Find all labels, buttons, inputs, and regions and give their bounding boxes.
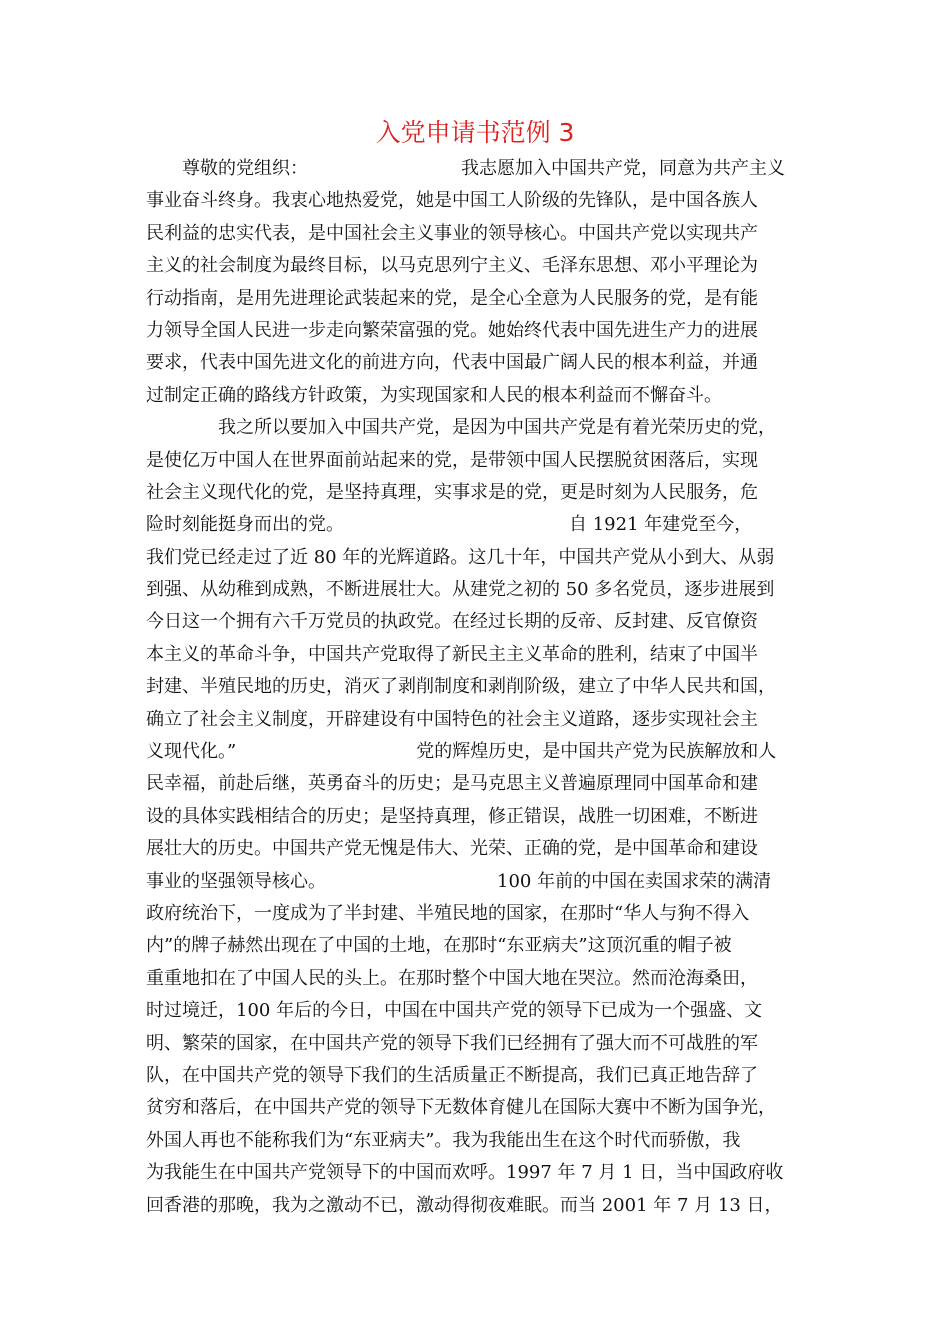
body-line: 政府统治下，一度成为了半封建、半殖民地的国家，在那时“华人与狗不得入 — [146, 902, 750, 924]
body-line: 事业的坚强领导核心。 100 年前的中国在卖国求荣的满清 — [146, 870, 772, 892]
body-line: 民幸福，前赴后继，英勇奋斗的历史；是马克思主义普遍原理同中国革命和建 — [146, 773, 758, 795]
body-line: 我之所以要加入中国共产党，是因为中国共产党是有着光荣历史的党， — [146, 417, 776, 439]
body-line: 要求，代表中国先进文化的前进方向，代表中国最广阔人民的根本利益，并通 — [146, 352, 758, 374]
body-line: 到强、从幼稚到成熟，不断进展壮大。从建党之初的 50 多名党员，逐步进展到 — [146, 579, 775, 601]
body-line: 队，在中国共产党的领导下我们的生活质量正不断提高，我们已真正地告辞了 — [146, 1064, 758, 1086]
body-line: 贫穷和落后，在中国共产党的领导下无数体育健儿在国际大赛中不断为国争光， — [146, 1097, 776, 1119]
body-line: 是使亿万中国人在世界面前站起来的党，是带领中国人民摆脱贫困落后，实现 — [146, 449, 758, 471]
body-line: 力领导全国人民进一步走向繁荣富强的党。她始终代表中国先进生产力的进展 — [146, 319, 758, 341]
body-line: 义现代化。” 党的辉煌历史，是中国共产党为民族解放和人 — [146, 741, 777, 763]
body-line: 为我能生在中国共产党领导下的中国而欢呼。1997 年 7 月 1 日，当中国政府收 — [146, 1162, 784, 1184]
body-line: 本主义的革命斗争，中国共产党取得了新民主主义革命的胜利，结束了中国半 — [146, 643, 758, 665]
body-line: 确立了社会主义制度，开辟建设有中国特色的社会主义道路，逐步实现社会主 — [146, 708, 758, 730]
body-line: 重重地扣在了中国人民的头上。在那时整个中国大地在哭泣。然而沧海桑田， — [146, 967, 758, 989]
body-line: 行动指南，是用先进理论武装起来的党，是全心全意为人民服务的党，是有能 — [146, 287, 758, 309]
body-line: 过制定正确的路线方针政策，为实现国家和人民的根本利益而不懈奋斗。 — [146, 384, 722, 406]
body-line: 今日这一个拥有六千万党员的执政党。在经过长期的反帝、反封建、反官僚资 — [146, 611, 758, 633]
body-line: 我们党已经走过了近 80 年的光辉道路。这几十年，中国共产党从小到大、从弱 — [146, 546, 775, 568]
body-line: 明、繁荣的国家，在中国共产党的领导下我们已经拥有了强大而不可战胜的军 — [146, 1032, 758, 1054]
body-line: 时过境迁，100 年后的今日，中国在中国共产党的领导下已成为一个强盛、文 — [146, 1000, 763, 1022]
body-line: 内”的牌子赫然出现在了中国的土地，在那时“东亚病夫”这顶沉重的帽子被 — [146, 935, 732, 957]
body-line: 展壮大的历史。中国共产党无愧是伟大、光荣、正确的党，是中国革命和建设 — [146, 838, 758, 860]
body-line: 社会主义现代化的党，是坚持真理，实事求是的党，更是时刻为人民服务，危 — [146, 481, 758, 503]
body-line: 回香港的那晚，我为之激动不已，激动得彻夜难眠。而当 2001 年 7 月 13 日， — [146, 1194, 783, 1216]
body-line: 外国人再也不能称我们为“东亚病夫”。我为我能出生在这个时代而骄傲，我 — [146, 1129, 741, 1151]
body-line: 险时刻能挺身而出的党。 自 1921 年建党至今， — [146, 514, 753, 536]
body-line: 民利益的忠实代表，是中国社会主义事业的领导核心。中国共产党以实现共产 — [146, 222, 758, 244]
document-title: 入党申请书范例 3 — [375, 118, 575, 147]
body-line: 事业奋斗终身。我衷心地热爱党，她是中国工人阶级的先锋队，是中国各族人 — [146, 190, 758, 212]
document-body — [146, 153, 806, 1222]
body-line: 封建、半殖民地的历史，消灭了剥削制度和剥削阶级，建立了中华人民共和国， — [146, 676, 776, 698]
body-line: 设的具体实践相结合的历史；是坚持真理，修正错误，战胜一切困难，不断进 — [146, 805, 758, 827]
body-line: 主义的社会制度为最终目标，以马克思列宁主义、毛泽东思想、邓小平理论为 — [146, 255, 758, 277]
body-line: 尊敬的党组织： 我志愿加入中国共产党，同意为共产主义 — [146, 158, 785, 179]
